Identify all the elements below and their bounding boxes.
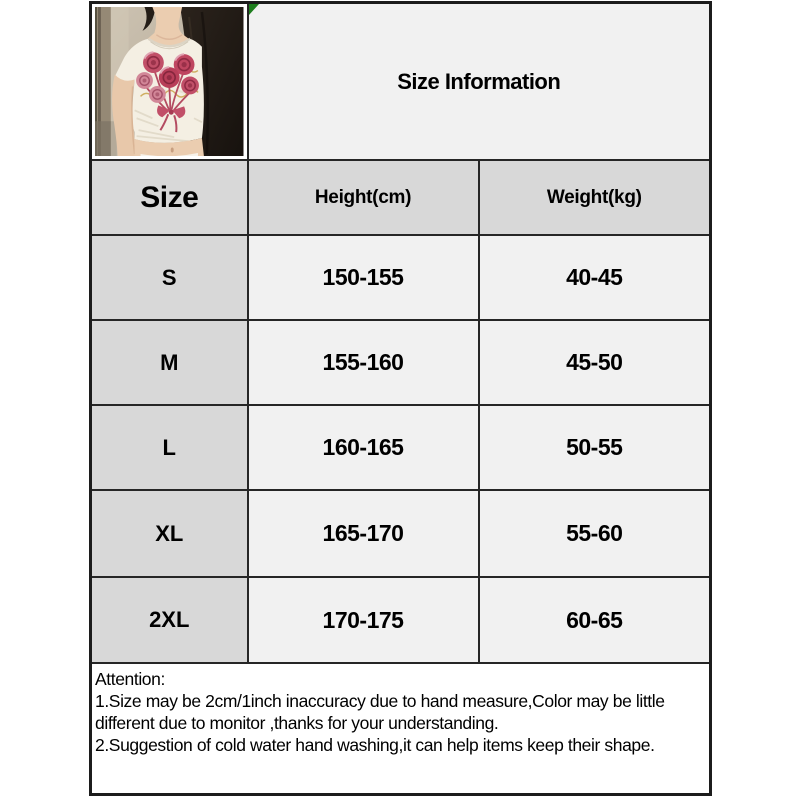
table-row <box>91 405 711 490</box>
rose <box>159 67 180 88</box>
column-header-height: Height(cm) <box>248 160 479 235</box>
size-information-table <box>89 1 712 796</box>
weight-value: 60-65 <box>479 577 711 663</box>
green-corner-flag-icon <box>249 4 259 15</box>
rose <box>181 77 199 95</box>
rose <box>143 52 164 73</box>
column-header-size: Size <box>91 160 248 235</box>
column-header-weight: Weight(kg) <box>479 160 711 235</box>
table-row <box>91 577 711 663</box>
product-photo-cell <box>91 3 248 161</box>
size-label: L <box>91 405 248 490</box>
weight-value: 45-50 <box>479 320 711 405</box>
attention-line: 2.Suggestion of cold water hand washing,it can help items keep their shape. <box>95 735 655 755</box>
weight-value: 50-55 <box>479 405 711 490</box>
size-information-title-cell <box>248 3 711 161</box>
height-value: 160-165 <box>248 405 479 490</box>
product-photo <box>95 7 244 156</box>
size-label: XL <box>91 490 248 577</box>
size-label: S <box>91 235 248 320</box>
table-row <box>91 320 711 405</box>
height-value: 165-170 <box>248 490 479 577</box>
attention-line: different due to monitor ,thanks for your understanding. <box>95 713 499 733</box>
weight-value: 40-45 <box>479 235 711 320</box>
size-label: 2XL <box>91 577 248 663</box>
height-value: 155-160 <box>248 320 479 405</box>
table-row <box>91 490 711 577</box>
attention-note <box>91 663 711 794</box>
attention-line: 1.Size may be 2cm/1inch inaccuracy due to hand measure,Color may be little <box>95 691 665 711</box>
height-value: 170-175 <box>248 577 479 663</box>
table-row <box>91 235 711 320</box>
rose <box>149 86 166 103</box>
weight-value: 55-60 <box>479 490 711 577</box>
attention-heading: Attention: <box>95 669 165 689</box>
rose <box>136 72 153 89</box>
height-value: 150-155 <box>248 235 479 320</box>
size-label: M <box>91 320 248 405</box>
page-title: Size Information <box>397 68 561 94</box>
